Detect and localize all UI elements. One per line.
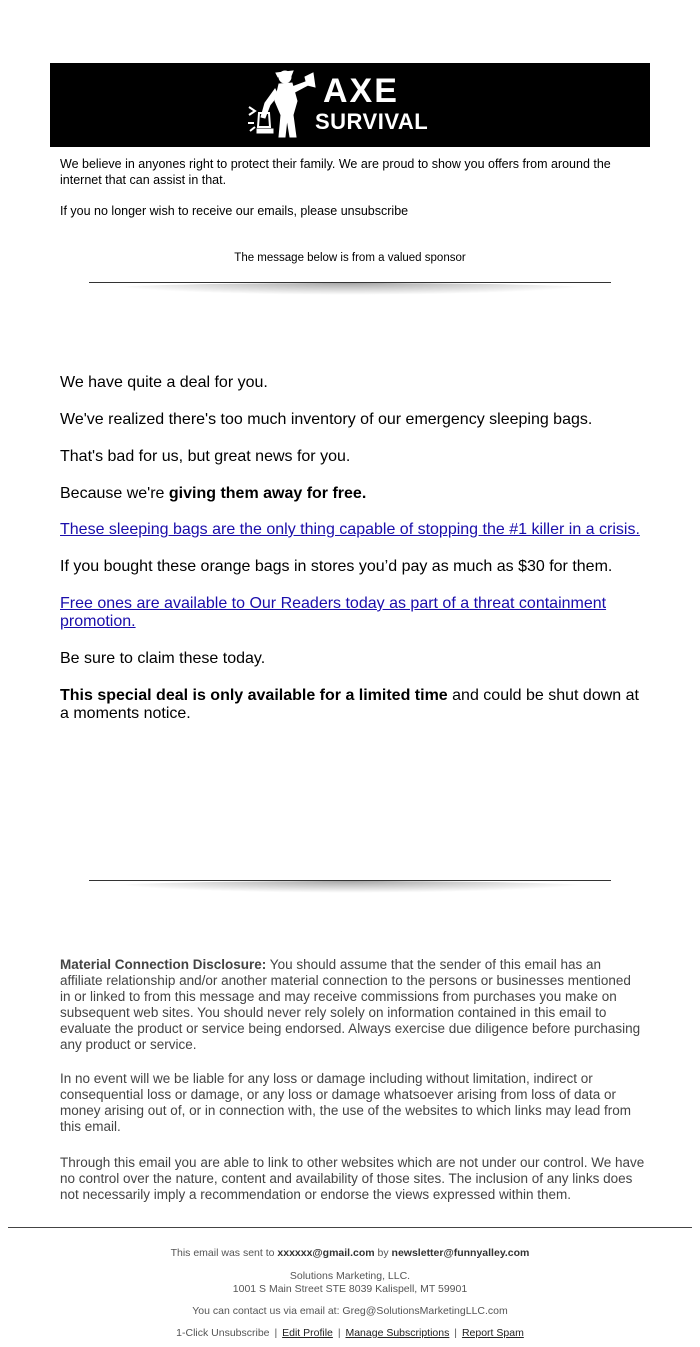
- footer-sender: newsletter@funnyalley.com: [391, 1247, 530, 1259]
- lumberjack-icon: [245, 67, 317, 145]
- footer-separator: |: [454, 1327, 458, 1339]
- disclosure-para1-text: You should assume that the sender of this email has an affiliate relationship and/or another material connection to the persons or businesses mentioned in or linked to from this message and may receive commissions from purchases you make on subsequent web sites. You should never rely solely on information contained in this email to evaluate the product or service being endorsed. Always exercise due diligence before purchasing any product or service.: [60, 957, 641, 1052]
- message-p4-bold: giving them away for free.: [168, 485, 367, 502]
- manage-subscriptions-link[interactable]: Manage Subscriptions: [345, 1327, 450, 1339]
- top-divider-shadow: [100, 283, 600, 295]
- footer-sent-line: [0, 1247, 700, 1260]
- unsubscribe-link[interactable]: unsubscribe: [340, 204, 409, 218]
- footer-address: 1001 S Main Street STE 8039 Kalispell, MT 59901: [232, 1283, 468, 1295]
- footer-separator: |: [337, 1327, 341, 1339]
- footer-separator: |: [274, 1327, 278, 1339]
- footer-recipient: xxxxxx@gmail.com: [277, 1247, 375, 1259]
- message-link1-block: [60, 521, 650, 539]
- logo-survival-text: SURVIVAL: [315, 109, 429, 134]
- footer-company: Solutions Marketing, LLC.: [289, 1270, 411, 1282]
- message-p3: That's bad for us, but great news for you.: [60, 448, 351, 465]
- sleeping-bags-link[interactable]: These sleeping bags are the only thing capable of stopping the #1 killer in a crisis.: [60, 521, 640, 538]
- message-p6: Be sure to claim these today.: [60, 650, 266, 667]
- unsubscribe-prefix: If you no longer wish to receive our emails, please: [60, 204, 341, 218]
- footer-by: by: [374, 1247, 392, 1259]
- intro-paragraph: We believe in anyones right to protect their family. We are proud to show you offers from around the internet that can assist in that.: [60, 157, 611, 187]
- disclosure-para3: Through this email you are able to link to other websites which are not under our control. We have no control over the nature, content and availability of those sites. The inclusion of any links does not necessarily imply a recommendation or endorse the views expressed within them.: [60, 1155, 645, 1202]
- footer-contact: You can contact us via email at: Greg@SolutionsMarketingLLC.com: [192, 1305, 508, 1317]
- bottom-divider-shadow: [100, 881, 600, 893]
- edit-profile-link[interactable]: Edit Profile: [282, 1327, 333, 1339]
- report-spam-link[interactable]: Report Spam: [461, 1327, 524, 1339]
- free-ones-link[interactable]: Free ones are available to Our Readers today as part of a threat containment promotion.: [60, 595, 607, 630]
- message-p4-prefix: Because we're: [60, 485, 169, 502]
- unsubscribe-line: [60, 203, 408, 219]
- message-p5: If you bought these orange bags in stores you’d pay as much as $30 for them.: [60, 558, 613, 575]
- axe-survival-logo[interactable]: [245, 65, 455, 145]
- message-p7: [60, 687, 650, 723]
- message-p7-rest: and could be shut down at a moments notice.: [60, 687, 639, 722]
- one-click-unsubscribe[interactable]: 1-Click Unsubscribe: [176, 1327, 270, 1339]
- disclosure-para1: [60, 957, 645, 1053]
- footer-sent-prefix: This email was sent to: [170, 1247, 278, 1259]
- logo-axe-text: AXE: [323, 72, 399, 110]
- message-p2: We've realized there's too much inventory of our emergency sleeping bags.: [60, 411, 593, 428]
- footer-divider: [8, 1227, 692, 1228]
- message-p1: We have quite a deal for you.: [60, 374, 268, 391]
- intro-text: [60, 156, 650, 188]
- message-p4: [60, 485, 650, 503]
- disclosure-title: Material Connection Disclosure:: [60, 957, 267, 972]
- disclosure-para2: In no event will we be liable for any loss or damage including without limitation, indirect or consequential loss or damage, or any loss or damage whatsoever arising from loss of data or money arising out of, or in connection with, the use of the websites to which links may lead from this email.: [60, 1071, 632, 1134]
- message-link2-block: [60, 595, 650, 631]
- footer-links: [0, 1327, 700, 1340]
- message-p7-bold: This special deal is only available for a limited time: [60, 687, 448, 704]
- sponsor-note: The message below is from a valued sponsor: [234, 252, 466, 264]
- brand-banner: [50, 63, 650, 147]
